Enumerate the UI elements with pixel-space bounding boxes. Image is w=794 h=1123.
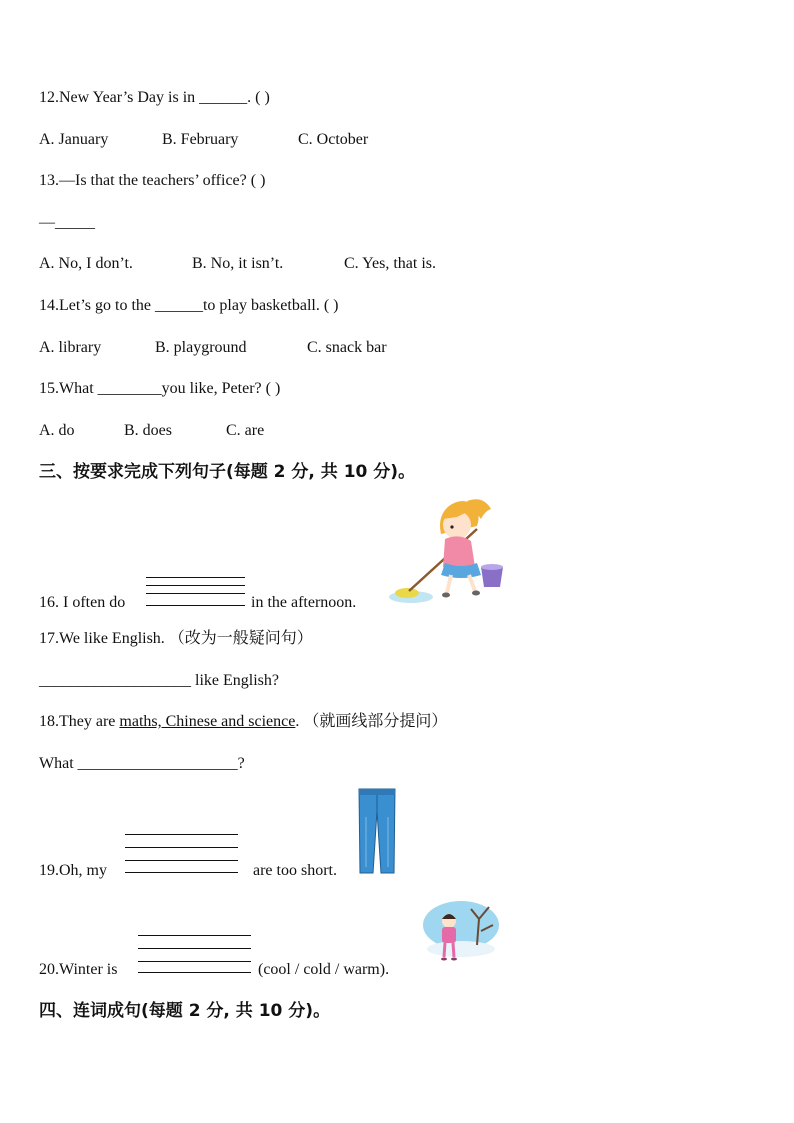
q20-before: 20.Winter is	[39, 961, 118, 978]
q15-option-b[interactable]: B. does	[124, 422, 172, 439]
q12-option-a[interactable]: A. January	[39, 131, 109, 148]
section4-heading: 四、连词成句(每题 2 分, 共 10 分)。	[39, 1001, 331, 1021]
girl-mopping-image	[383, 489, 511, 611]
q19-answer-lines[interactable]	[125, 834, 238, 874]
q18-answer-blank[interactable]: ____________________	[77, 755, 238, 772]
q17-answer-blank[interactable]: ___________________	[39, 672, 191, 689]
q14-option-a[interactable]: A. library	[39, 339, 102, 356]
q15-option-a[interactable]: A. do	[39, 422, 75, 439]
q14-option-c[interactable]: C. snack bar	[307, 339, 387, 356]
q13-option-b[interactable]: B. No, it isn’t.	[192, 255, 284, 272]
winter-girl-image	[421, 899, 499, 967]
q17-answer: ___________________ like English?	[39, 672, 279, 689]
q19-after: are too short.	[253, 862, 337, 879]
q16-before: 16. I often do	[39, 594, 126, 611]
q15-option-c[interactable]: C. are	[226, 422, 265, 439]
jeans-image	[356, 787, 398, 877]
q15-blank[interactable]: ________	[97, 380, 162, 397]
q14-stem: 14.Let’s go to the ______to play basketball. ( )	[39, 297, 339, 314]
q16-after: in the afternoon.	[251, 594, 357, 611]
q15-stem: 15.What ________you like, Peter? ( )	[39, 380, 281, 397]
q20-after: (cool / cold / warm).	[258, 961, 390, 978]
q14-blank[interactable]: ______	[154, 297, 203, 314]
q12-option-b[interactable]: B. February	[162, 131, 239, 148]
q12-stem: 12.New Year’s Day is in ______. ( )	[39, 89, 270, 106]
q17-stem: 17.We like English. （改为一般疑问句）	[39, 630, 313, 647]
q18-stem: 18.They are maths, Chinese and science. （就画线部分提问）	[39, 713, 448, 730]
q12-option-c[interactable]: C. October	[298, 131, 369, 148]
q13-option-a[interactable]: A. No, I don’t.	[39, 255, 133, 272]
q12-blank[interactable]: ______	[199, 89, 248, 106]
q18-underlined-phrase: maths, Chinese and science	[119, 713, 296, 730]
q20-answer-lines[interactable]	[138, 935, 251, 975]
q13-reply[interactable]: —_____	[39, 214, 95, 231]
q19-before: 19.Oh, my	[39, 862, 107, 879]
q13-stem: 13.—Is that the teachers’ office? ( )	[39, 172, 266, 189]
q16-answer-lines[interactable]	[146, 577, 245, 607]
section3-heading: 三、按要求完成下列句子(每题 2 分, 共 10 分)。	[39, 462, 416, 482]
q13-option-c[interactable]: C. Yes, that is.	[344, 255, 437, 272]
q14-option-b[interactable]: B. playground	[155, 339, 247, 356]
q18-answer: What ____________________?	[39, 755, 245, 772]
